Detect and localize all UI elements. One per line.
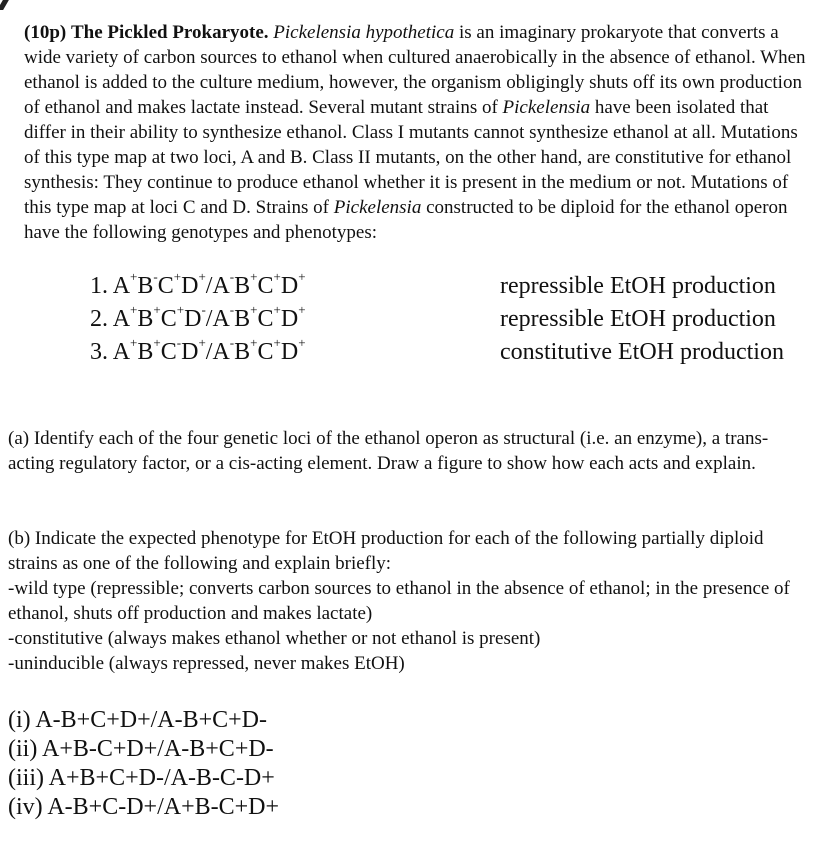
locus-A: A bbox=[212, 306, 230, 332]
genotype-row bbox=[90, 270, 810, 303]
genotype-separator: / bbox=[205, 339, 213, 365]
strain-list bbox=[8, 706, 608, 822]
genus-name-2: Pickelensia bbox=[333, 197, 422, 218]
genotype-number: 1. bbox=[90, 273, 113, 299]
allele-sign: + bbox=[273, 269, 281, 284]
strain-item: (iii) A+B+C+D-/A-B-C-D+ bbox=[8, 765, 275, 791]
scan-artifact bbox=[0, 0, 9, 10]
strain-item: (ii) A+B-C+D+/A-B+C+D- bbox=[8, 736, 274, 762]
allele-sign: + bbox=[153, 302, 161, 317]
allele-sign: + bbox=[250, 335, 258, 350]
option-constitutive: -constitutive (always makes ethanol whether or not ethanol is present) bbox=[8, 628, 541, 649]
question-b bbox=[8, 526, 813, 676]
locus-A: A bbox=[112, 306, 131, 332]
option-wild-type: -wild type (repressible; converts carbon sources to ethanol in the absence of ethanol; in the presence of ethanol, shuts off production and makes lactate) bbox=[8, 578, 790, 624]
allele-sign: - bbox=[153, 269, 158, 284]
genotype-phenotype: constitutive EtOH production bbox=[500, 339, 784, 365]
locus-B: B bbox=[234, 273, 251, 299]
locus-D: D bbox=[280, 273, 299, 299]
allele-sign: - bbox=[201, 302, 206, 317]
option-uninducible: -uninducible (always repressed, never makes EtOH) bbox=[8, 653, 405, 674]
allele-sign: + bbox=[298, 269, 306, 284]
allele-sign: + bbox=[173, 269, 182, 284]
allele-sign: + bbox=[250, 269, 258, 284]
strain-item: (iv) A-B+C-D+/A+B-C+D+ bbox=[8, 794, 280, 820]
question-a: (a) Identify each of the four genetic loci of the ethanol operon as structural (i.e. an enzyme), a trans-acting regulatory factor, or a cis-acting element. Draw a figure to show how each acts and explain. bbox=[8, 428, 769, 474]
question-b-prompt: (b) Indicate the expected phenotype for EtOH production for each of the following partially diploid strains as one of the following and explain briefly: bbox=[8, 528, 764, 574]
allele-sign: + bbox=[153, 335, 161, 350]
allele-sign: - bbox=[229, 335, 235, 350]
genotype-code bbox=[90, 336, 480, 369]
allele-sign: + bbox=[250, 302, 258, 317]
genotype-number: 3. bbox=[90, 339, 113, 365]
genotype-code bbox=[90, 303, 480, 336]
problem-title: The Pickled Prokaryote. bbox=[70, 22, 269, 43]
allele-sign: + bbox=[298, 302, 306, 317]
allele-sign: - bbox=[229, 302, 235, 317]
locus-C: C bbox=[257, 273, 274, 299]
allele-sign: + bbox=[176, 302, 185, 317]
genotype-code bbox=[90, 270, 480, 303]
species-name: Pickelensia hypothetica bbox=[273, 22, 455, 43]
intro-text-2: have been isolated that differ in their ability to synthesize ethanol. Class I mutants cannot synthesize ethanol at all. Mutations of this type map at two loci, A and B. Class II mutants, on the other hand, are constitutive for ethanol synthesis: They continue to produce ethanol whether it is present in the medium or not. Mutations of this type map at loci C and D. Strains of bbox=[24, 97, 798, 218]
allele-sign: + bbox=[273, 302, 281, 317]
locus-D: D bbox=[280, 339, 299, 365]
locus-B: B bbox=[137, 273, 154, 299]
genotype-phenotype: repressible EtOH production bbox=[500, 273, 776, 299]
locus-C: C bbox=[257, 306, 274, 332]
genotype-table bbox=[90, 270, 810, 369]
genotype-phenotype: repressible EtOH production bbox=[500, 306, 776, 332]
locus-C: C bbox=[160, 339, 177, 365]
genotype-row bbox=[90, 303, 810, 336]
strain-item: (i) A-B+C+D+/A-B+C+D- bbox=[8, 707, 268, 733]
allele-sign: - bbox=[229, 269, 235, 284]
allele-sign: + bbox=[130, 302, 138, 317]
locus-D: D bbox=[181, 339, 199, 365]
genotype-separator: / bbox=[205, 306, 213, 332]
allele-sign: + bbox=[130, 335, 138, 350]
locus-D: D bbox=[181, 273, 199, 299]
locus-C: C bbox=[160, 306, 177, 332]
genus-name-1: Pickelensia bbox=[502, 97, 591, 118]
intro-text-1: is an imaginary prokaryote that converts a wide variety of carbon sources to ethanol when cultured anaerobically in the absence of ethanol. When ethanol is added to the culture medium, however, the organism obligingly shuts off its own production of ethanol and makes lactate instead. Several mutant strains of bbox=[24, 22, 806, 118]
genotype-row bbox=[90, 336, 810, 369]
points-label: (10p) bbox=[24, 22, 67, 43]
locus-B: B bbox=[137, 306, 154, 332]
intro-text-3: constructed to be diploid for the ethanol operon have the following genotypes and phenotypes: bbox=[24, 197, 788, 243]
allele-sign: - bbox=[176, 335, 182, 350]
locus-C: C bbox=[157, 273, 174, 299]
locus-B: B bbox=[234, 339, 251, 365]
locus-D: D bbox=[184, 306, 202, 332]
locus-D: D bbox=[280, 306, 299, 332]
allele-sign: + bbox=[198, 269, 206, 284]
problem-intro bbox=[24, 20, 814, 245]
genotype-separator: / bbox=[205, 273, 213, 299]
locus-A: A bbox=[212, 273, 230, 299]
locus-B: B bbox=[234, 306, 251, 332]
genotype-number: 2. bbox=[90, 306, 113, 332]
locus-C: C bbox=[257, 339, 274, 365]
allele-sign: + bbox=[198, 335, 206, 350]
locus-A: A bbox=[212, 339, 230, 365]
locus-A: A bbox=[112, 339, 131, 365]
allele-sign: + bbox=[273, 335, 281, 350]
allele-sign: + bbox=[130, 269, 138, 284]
locus-B: B bbox=[137, 339, 154, 365]
locus-A: A bbox=[112, 273, 131, 299]
allele-sign: + bbox=[298, 335, 306, 350]
